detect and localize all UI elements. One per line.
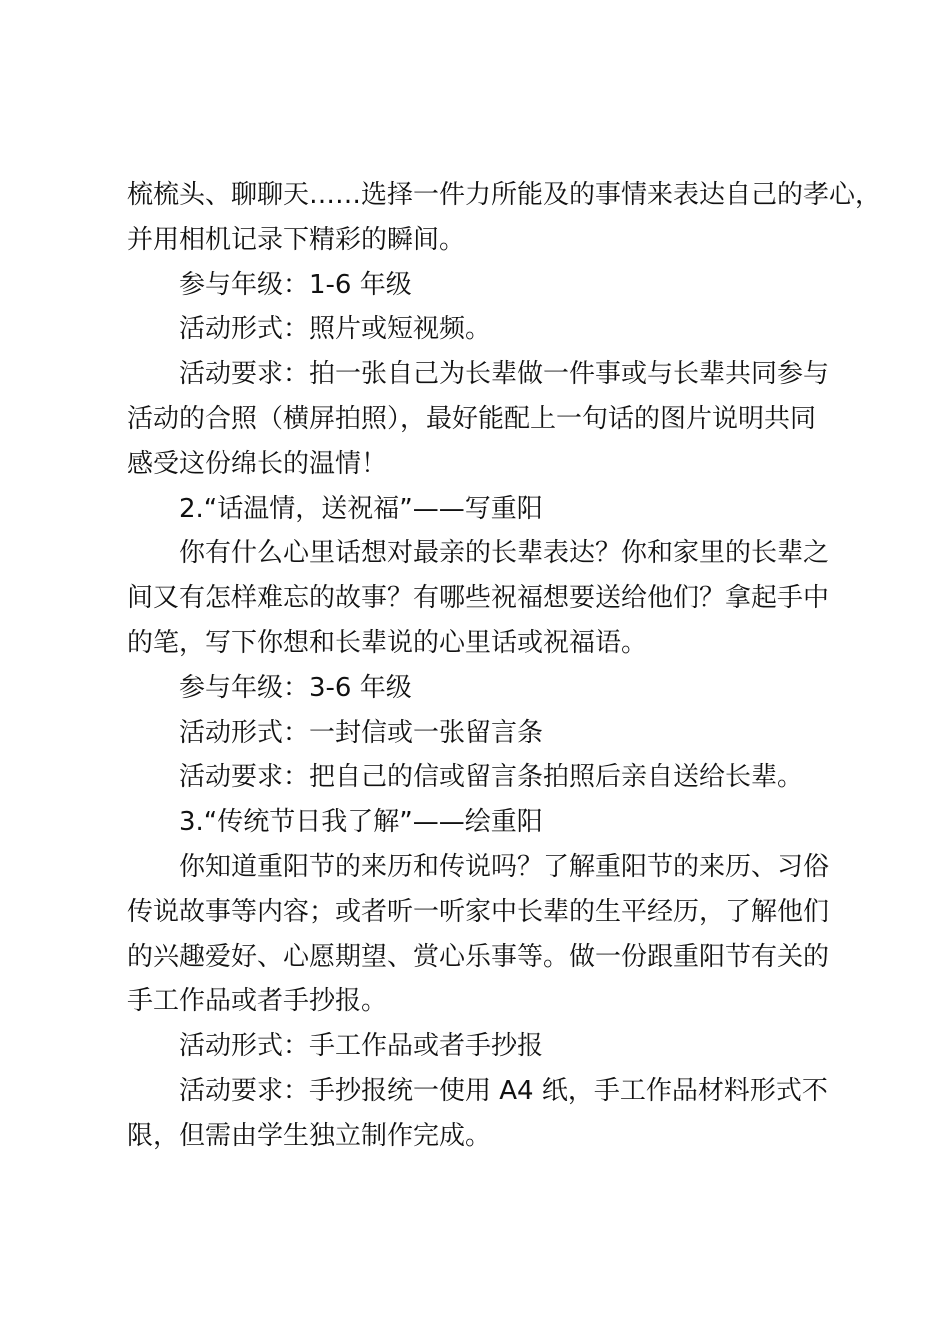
section-heading: 3.“传统节日我了解”——绘重阳: [179, 807, 543, 838]
text-line: 活动的合照（横屏拍照），最好能配上一句话的图片说明共同: [127, 403, 817, 434]
text-line: 活动形式：照片或短视频。: [179, 314, 492, 345]
text-line: 的兴趣爱好、心愿期望、赏心乐事等。做一份跟重阳节有关的: [127, 941, 830, 972]
text-line: 活动形式：一封信或一张留言条: [179, 717, 544, 748]
text-line: 活动要求：手抄报统一使用 A4 纸，手工作品材料形式不: [179, 1075, 828, 1106]
text-line: 参与年级：3-6 年级: [179, 672, 412, 703]
text-line: 活动要求：拍一张自己为长辈做一件事或与长辈共同参与: [179, 359, 830, 390]
section-heading: 2.“话温情，送祝福”——写重阳: [179, 493, 543, 524]
text-line: 并用相机记录下精彩的瞬间。: [127, 224, 466, 255]
text-line: 的笔，写下你想和长辈说的心里话或祝福语。: [127, 627, 648, 658]
text-line: 间又有怎样难忘的故事？有哪些祝福想要送给他们？拿起手中: [127, 583, 830, 614]
text-line: 参与年级：1-6 年级: [179, 269, 412, 300]
text-line: 活动要求：把自己的信或留言条拍照后亲自送给长辈。: [179, 762, 804, 793]
text-line: 限，但需由学生独立制作完成。: [127, 1120, 492, 1151]
text-line: 你知道重阳节的来历和传说吗？了解重阳节的来历、习俗: [179, 851, 830, 882]
text-line: 梳梳头、聊聊天……选择一件力所能及的事情来表达自己的孝心，: [127, 180, 882, 210]
text-line: 感受这份绵长的温情！: [127, 448, 388, 479]
text-line: 你有什么心里话想对最亲的长辈表达？你和家里的长辈之: [179, 538, 830, 569]
text-line: 活动形式：手工作品或者手抄报: [179, 1031, 544, 1062]
text-line: 传说故事等内容；或者听一听家中长辈的生平经历，了解他们: [127, 896, 830, 927]
document-body: [127, 173, 882, 1159]
text-line: 手工作品或者手抄报。: [127, 986, 388, 1017]
